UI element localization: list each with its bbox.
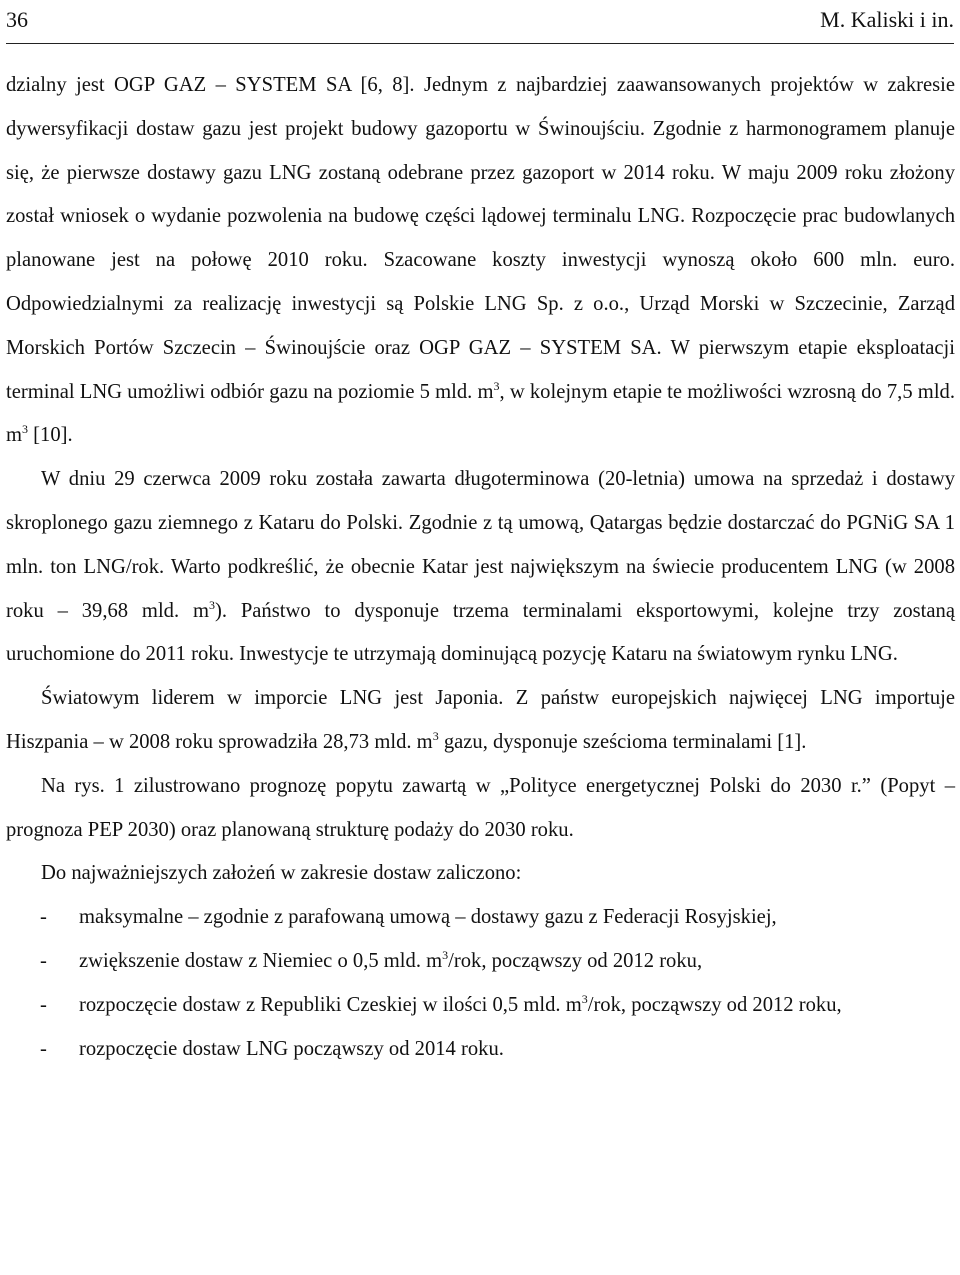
paragraph-gazoport bbox=[6, 64, 955, 458]
superscript: 3 bbox=[442, 947, 449, 962]
list-bullet: - bbox=[40, 1037, 47, 1060]
page-number: 36 bbox=[6, 7, 28, 32]
paragraph-text: [10]. bbox=[28, 424, 73, 447]
list-item-text: maksymalne – zgodnie z parafowaną umową – dostawy gazu z Federacji Rosyjskiej, bbox=[79, 906, 777, 929]
paragraph-text: ). Państwo to dysponuje trzema terminalami eksportowymi, kolejne trzy zostaną uruchomione do 2011 roku. Inwestycje te utrzymają dominującą pozycję Kataru na światowym rynku LNG. bbox=[6, 599, 955, 666]
list-item-text: rozpoczęcie dostaw LNG począwszy od 2014 roku. bbox=[79, 1037, 504, 1060]
list-item-text: rozpoczęcie dostaw z Republiki Czeskiej w ilości 0,5 mld. m bbox=[79, 993, 582, 1016]
superscript: 3 bbox=[432, 728, 439, 743]
superscript: 3 bbox=[581, 991, 588, 1006]
list-item bbox=[6, 940, 955, 984]
superscript: 3 bbox=[208, 597, 215, 612]
list-bullet: - bbox=[40, 993, 47, 1016]
list-bullet: - bbox=[40, 949, 47, 972]
paragraph-list-intro bbox=[6, 852, 955, 896]
paragraph-text: Do najważniejszych założeń w zakresie dostaw zaliczono: bbox=[41, 862, 522, 885]
list-item bbox=[6, 1028, 955, 1072]
header-divider bbox=[6, 43, 954, 44]
paragraph-text: Światowym liderem w imporcie LNG jest Japonia. Z państw europejskich najwięcej LNG importuje Hiszpania – w 2008 roku sprowadziła 28,73 mld. m bbox=[6, 687, 955, 753]
list-bullet: - bbox=[40, 906, 47, 929]
paragraph-figure-ref bbox=[6, 765, 955, 853]
paragraph-lng-import bbox=[6, 677, 955, 765]
superscript: 3 bbox=[22, 422, 29, 437]
page-header bbox=[6, 0, 954, 44]
paragraph-text: W dniu 29 czerwca 2009 roku została zawarta długoterminowa (20-letnia) umowa na sprzedaż i dostawy skroplonego gazu ziemnego z Kataru do Polski. Zgodnie z tą umową, Qatargas będzie dostarczać do PGNiG SA 1 mln. ton LNG/rok. Warto podkreślić, że obecnie Katar jest największym na świecie producentem LNG (w 2008 roku – 39,68 mld. m bbox=[6, 468, 955, 622]
paragraph-text: , w kolejnym etapie te możliwości wzrosną do 7,5 mld. m bbox=[6, 380, 955, 447]
paragraph-text: dzialny jest OGP GAZ – SYSTEM SA [6, 8]. Jednym z najbardziej zaawansowanych projektów w zakresie dywersyfikacji dostaw gazu jest projekt budowy gazoportu w Świnoujściu. Zgodnie z harmonogramem planuje się, że pierwsze dostawy gazu LNG zostaną odebrane przez gazoport w 2014 roku. W maju 2009 roku złożony został wniosek o wydanie pozwolenia na budowę części lądowej terminalu LNG. Rozpoczęcie prac budowlanych planowane jest na połowę 2010 roku. Szacowane koszty inwestycji wynoszą około 600 mln. euro. Odpowiedzialnymi za realizację inwestycji są Polskie LNG Sp. z o.o., Urząd Morski w Szczecinie, Zarząd Morskich Portów Szczecin – Świnoujście oraz OGP GAZ – SYSTEM SA. W pierwszym etapie eksploatacji terminal LNG umożliwi odbiór gazu na poziomie 5 mld. m bbox=[6, 74, 955, 403]
list-item bbox=[6, 896, 955, 940]
running-head-author: M. Kaliski i in. bbox=[820, 7, 954, 32]
list-item bbox=[6, 984, 955, 1028]
assumptions-list bbox=[6, 896, 955, 1071]
list-item-text: zwiększenie dostaw z Niemiec o 0,5 mld. m bbox=[79, 949, 443, 972]
list-item-text: /rok, począwszy od 2012 roku, bbox=[448, 949, 703, 972]
list-item-text: /rok, począwszy od 2012 roku, bbox=[587, 993, 842, 1016]
paragraph-qatar bbox=[6, 458, 955, 677]
paragraph-text: gazu, dysponuje sześcioma terminalami [1]. bbox=[438, 730, 807, 753]
superscript: 3 bbox=[493, 378, 500, 393]
body-text bbox=[6, 64, 955, 1071]
paragraph-text: Na rys. 1 zilustrowano prognozę popytu zawartą w „Polityce energetycznej Polski do 2030 r.” (Popyt – prognoza PEP 2030) oraz planowaną strukturę podaży do 2030 roku. bbox=[6, 774, 955, 841]
